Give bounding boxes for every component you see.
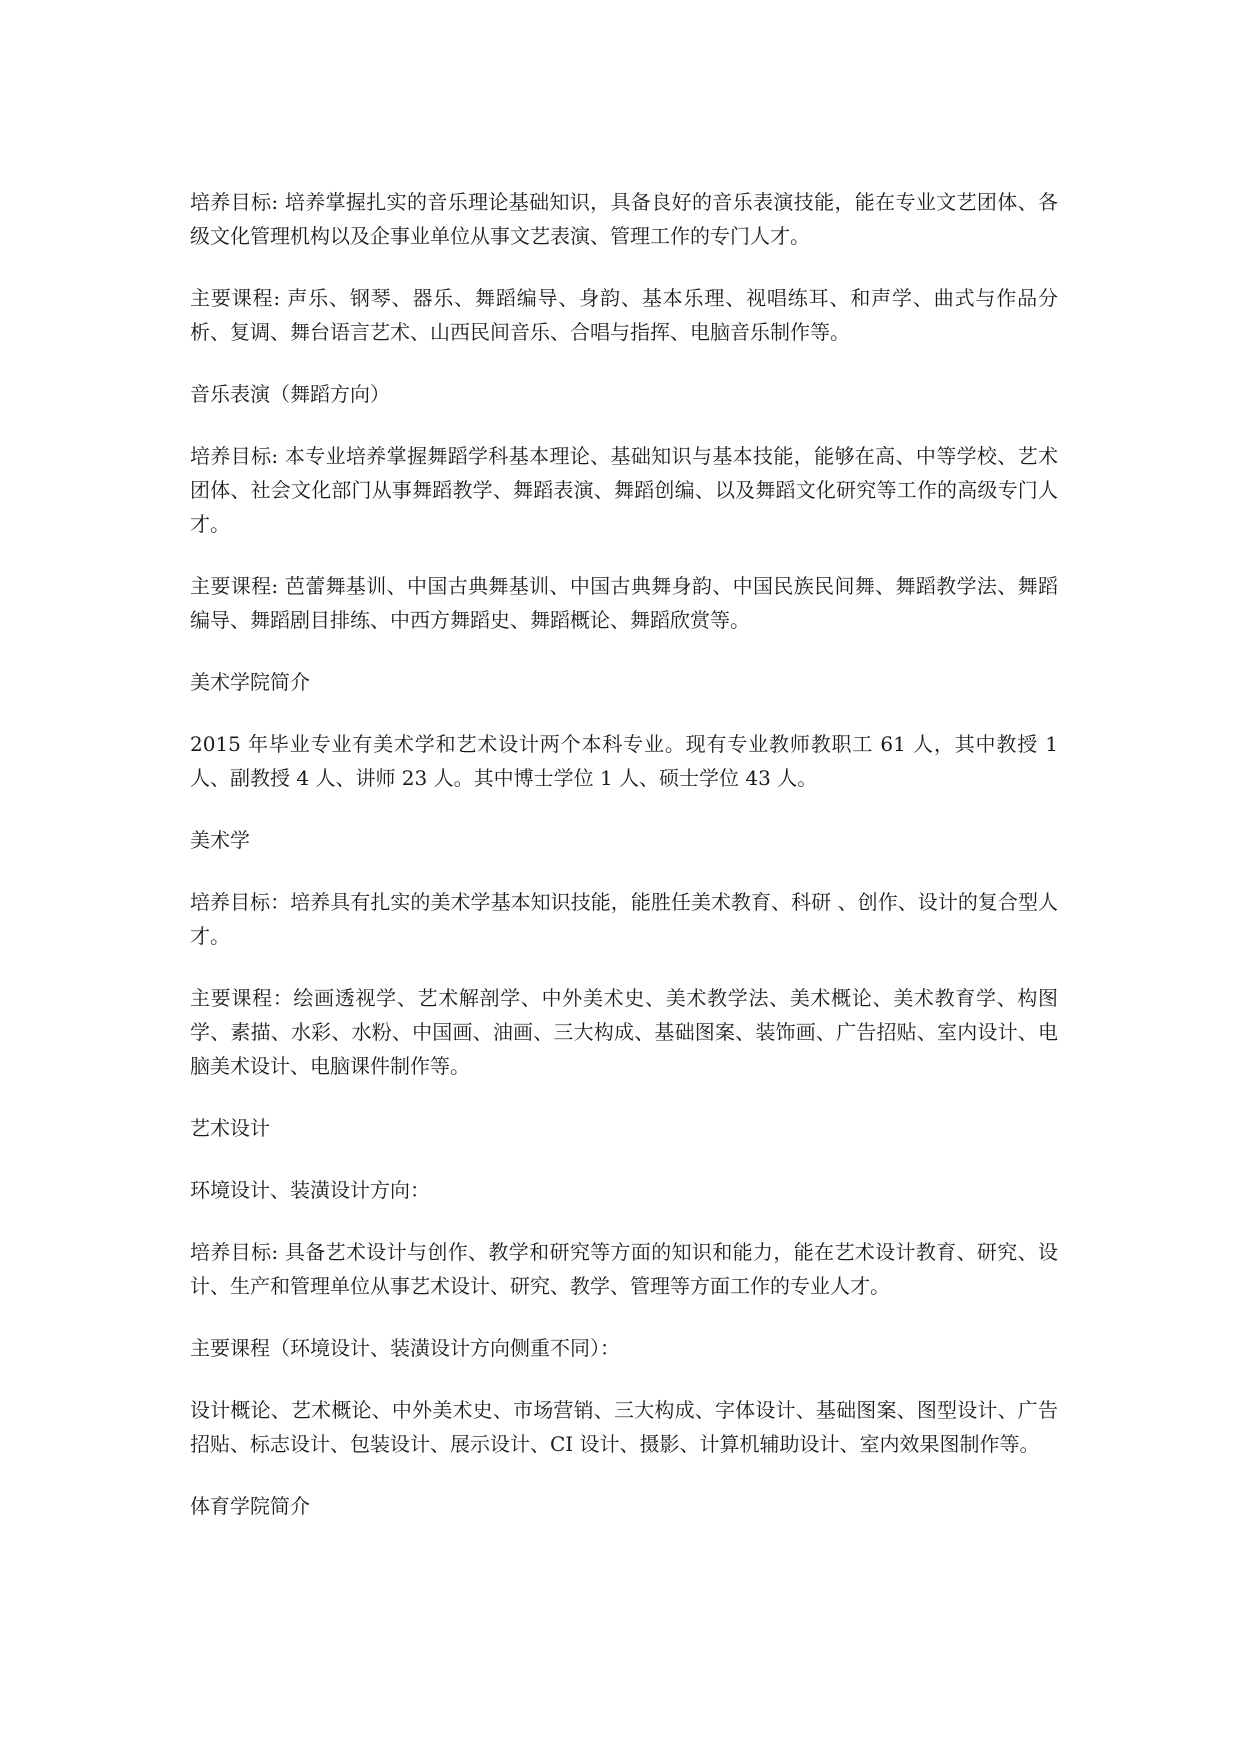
heading-environment-decoration-design: 环境设计、装潢设计方向：: [190, 1178, 430, 1202]
heading-fine-arts: 美术学: [190, 828, 250, 852]
paragraph-fine-arts-main-courses: 主要课程：绘画透视学、艺术解剖学、中外美术史、美术教学法、美术概论、美术教育学、构图学、素描、水彩、水粉、中国画、油画、三大构成、基础图案、装饰画、广告招贴、室内设计、电脑美术设计、电脑课件制作等。: [190, 986, 1058, 1078]
paragraph-dance-main-courses: 主要课程: 芭蕾舞基训、中国古典舞基训、中国古典舞身韵、中国民族民间舞、舞蹈教学法、舞蹈编导、舞蹈剧目排练、中西方舞蹈史、舞蹈概论、舞蹈欣赏等。: [190, 574, 1058, 632]
heading-music-performance-dance: 音乐表演（舞蹈方向）: [190, 382, 390, 406]
paragraph-fine-arts-training-goal: 培养目标：培养具有扎实的美术学基本知识技能，能胜任美术教育、科研 、创作、设计的复合型人才。: [190, 890, 1058, 948]
paragraph-music-main-courses: 主要课程: 声乐、钢琴、器乐、舞蹈编导、身韵、基本乐理、视唱练耳、和声学、曲式与作品分析、复调、舞台语言艺术、山西民间音乐、合唱与指挥、电脑音乐制作等。: [190, 286, 1058, 344]
paragraph-design-training-goal: 培养目标: 具备艺术设计与创作、教学和研究等方面的知识和能力，能在艺术设计教育、研究、设计、生产和管理单位从事艺术设计、研究、教学、管理等方面工作的专业人才。: [190, 1240, 1058, 1298]
paragraph-music-training-goal: 培养目标: 培养掌握扎实的音乐理论基础知识，具备良好的音乐表演技能，能在专业文艺团体、各级文化管理机构以及企事业单位从事文艺表演、管理工作的专门人才。: [190, 190, 1058, 248]
heading-design-main-courses: 主要课程（环境设计、装潢设计方向侧重不同）：: [190, 1336, 620, 1360]
heading-sports-college-intro: 体育学院简介: [190, 1494, 310, 1518]
paragraph-design-course-list: 设计概论、艺术概论、中外美术史、市场营销、三大构成、字体设计、基础图案、图型设计、广告招贴、标志设计、包装设计、展示设计、CI 设计、摄影、计算机辅助设计、室内效果图制作等。: [190, 1398, 1058, 1456]
paragraph-dance-training-goal: 培养目标: 本专业培养掌握舞蹈学科基本理论、基础知识与基本技能，能够在高、中等学校、艺术团体、社会文化部门从事舞蹈教学、舞蹈表演、舞蹈创编、以及舞蹈文化研究等工作的高级专门人才。: [190, 444, 1058, 536]
heading-art-college-intro: 美术学院简介: [190, 670, 310, 694]
document-body: [190, 185, 1058, 1551]
heading-art-design: 艺术设计: [190, 1116, 270, 1140]
paragraph-art-college-stats: 2015 年毕业专业有美术学和艺术设计两个本科专业。现有专业教师教职工 61 人，其中教授 1 人、副教授 4 人、讲师 23 人。其中博士学位 1 人、硕士学位 43 人。: [190, 732, 1058, 790]
